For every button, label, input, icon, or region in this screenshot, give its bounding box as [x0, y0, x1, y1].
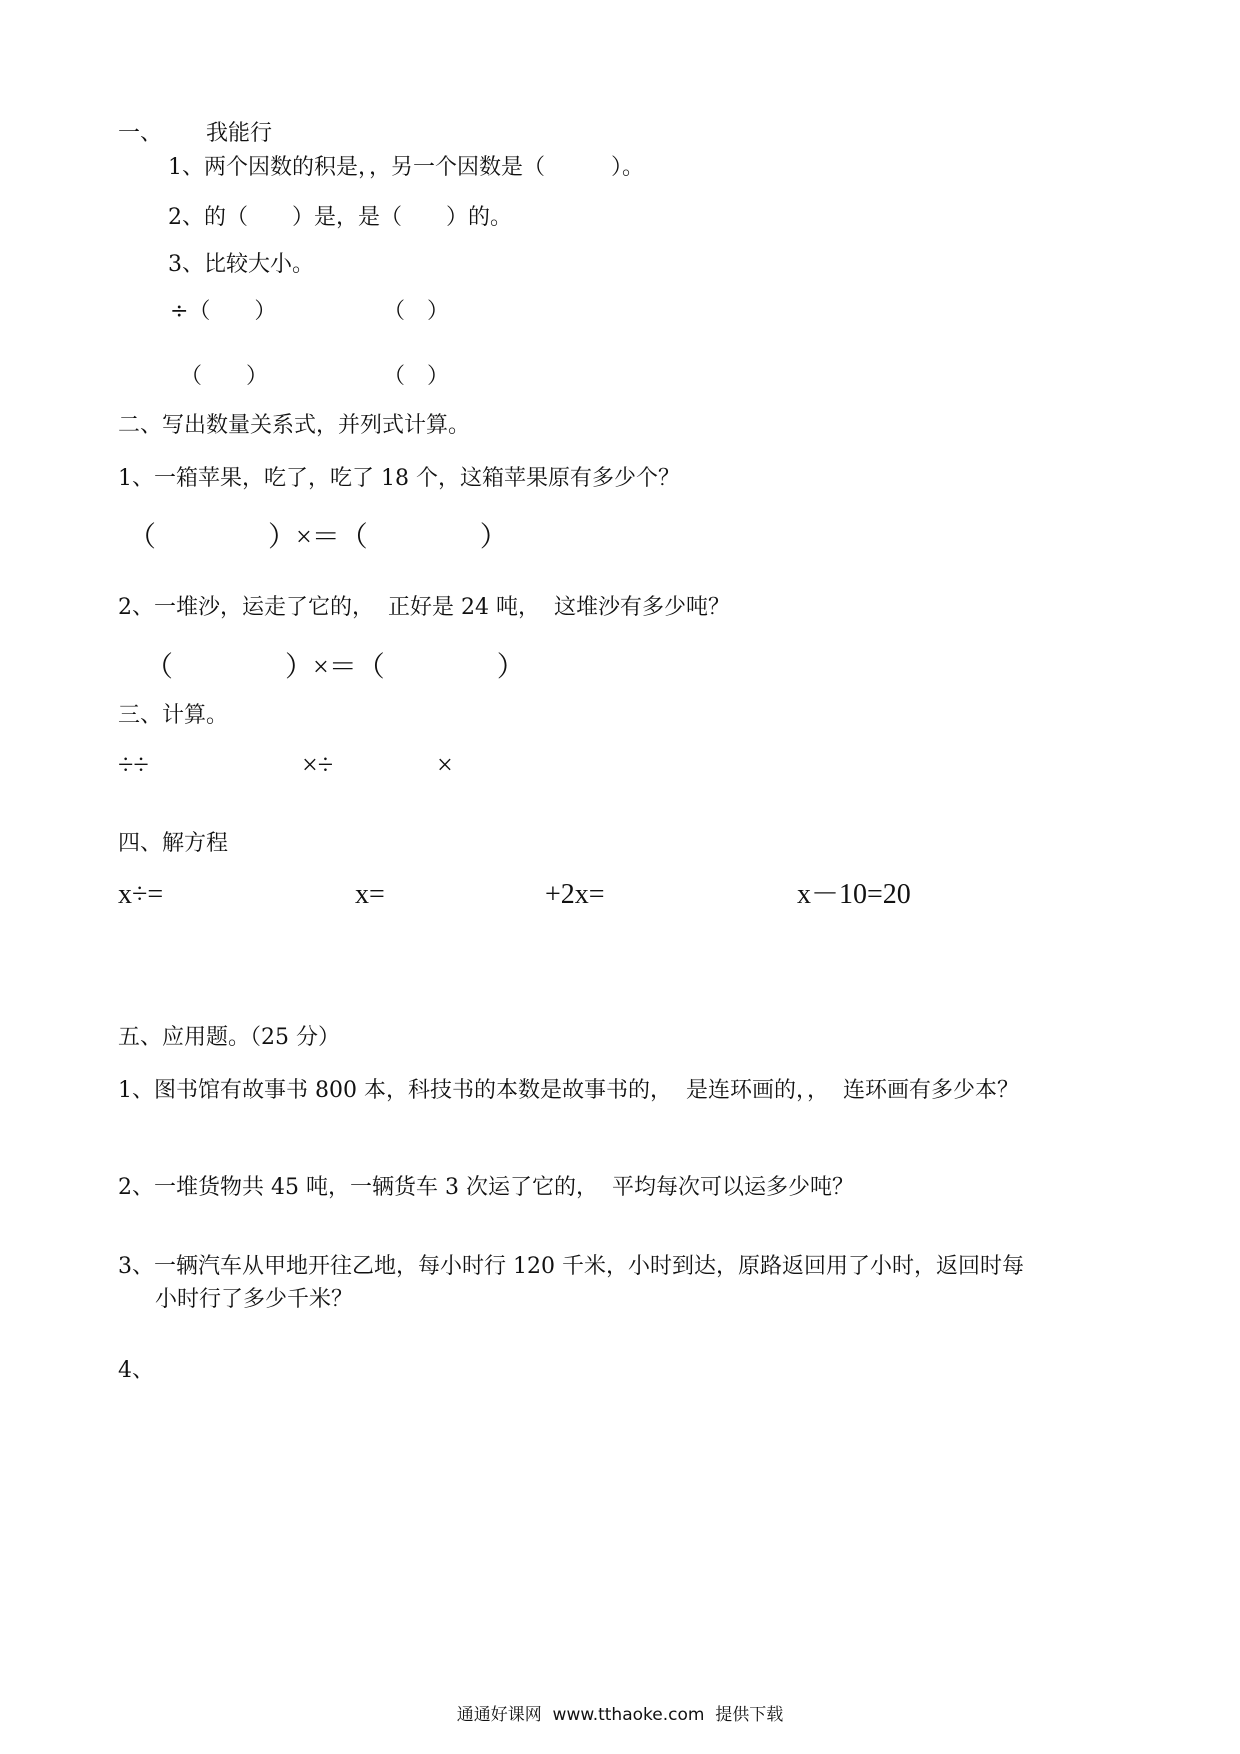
compare-row2-left: （ ） [180, 364, 269, 389]
equation-3: +2x= [545, 879, 605, 910]
section2-question-1: 1、一箱苹果，吃了，吃了 18 个，这箱苹果原有多少个？ [118, 466, 680, 491]
section2-formula-1: （ ）×＝（ ） [128, 522, 508, 553]
calc-expression-1: ÷÷ [118, 750, 149, 781]
section1-question-1: 1、两个因数的积是，，另一个因数是（ ）。 [168, 155, 644, 180]
section2-question-2: 2、一堆沙，运走了它的， 正好是 24 吨， 这堆沙有多少吨？ [118, 595, 730, 620]
section4-heading: 四、解方程 [118, 831, 229, 856]
equation-1: x÷= [118, 879, 164, 910]
section1-question-2: 2、的（ ）是，是（ ）的。 [168, 205, 512, 230]
section5-question-3-line-1: 3、一辆汽车从甲地开往乙地，每小时行 120 千米，小时到达，原路返回用了小时，返回时每 [118, 1254, 1024, 1279]
footer-download-note: 通通好课网 www.tthaoke.com 提供下载 [456, 1705, 784, 1725]
section1-heading-number: 一、 [118, 121, 163, 146]
section2-formula-2: （ ）×＝（ ） [145, 652, 525, 683]
section5-question-2: 2、一堆货物共 45 吨，一辆货车 3 次运了它的， 平均每次可以运多少吨？ [118, 1175, 854, 1200]
calc-expression-3: × [437, 750, 453, 781]
compare-row1-right: （ ） [383, 299, 450, 324]
equation-4: x－10=20 [797, 879, 911, 910]
section5-question-4: 4、 [118, 1358, 154, 1383]
section3-heading: 三、计算。 [118, 703, 229, 728]
section5-heading: 五、应用题。（25 分） [118, 1025, 340, 1050]
calc-expression-2: ×÷ [302, 750, 334, 781]
section5-question-1: 1、图书馆有故事书 800 本，科技书的本数是故事书的， 是连环画的，， 连环画有多少本？ [118, 1078, 1019, 1103]
section5-question-3-line-2: 小时行了多少千米？ [155, 1287, 354, 1312]
equation-2: x= [355, 879, 385, 910]
section1-question-3: 3、比较大小。 [168, 252, 314, 277]
compare-row1-left: ÷（ ） [170, 299, 277, 324]
section1-heading-title: 我能行 [206, 121, 273, 146]
section2-heading: 二、写出数量关系式，并列式计算。 [118, 413, 471, 438]
compare-row2-right: （ ） [383, 364, 450, 389]
